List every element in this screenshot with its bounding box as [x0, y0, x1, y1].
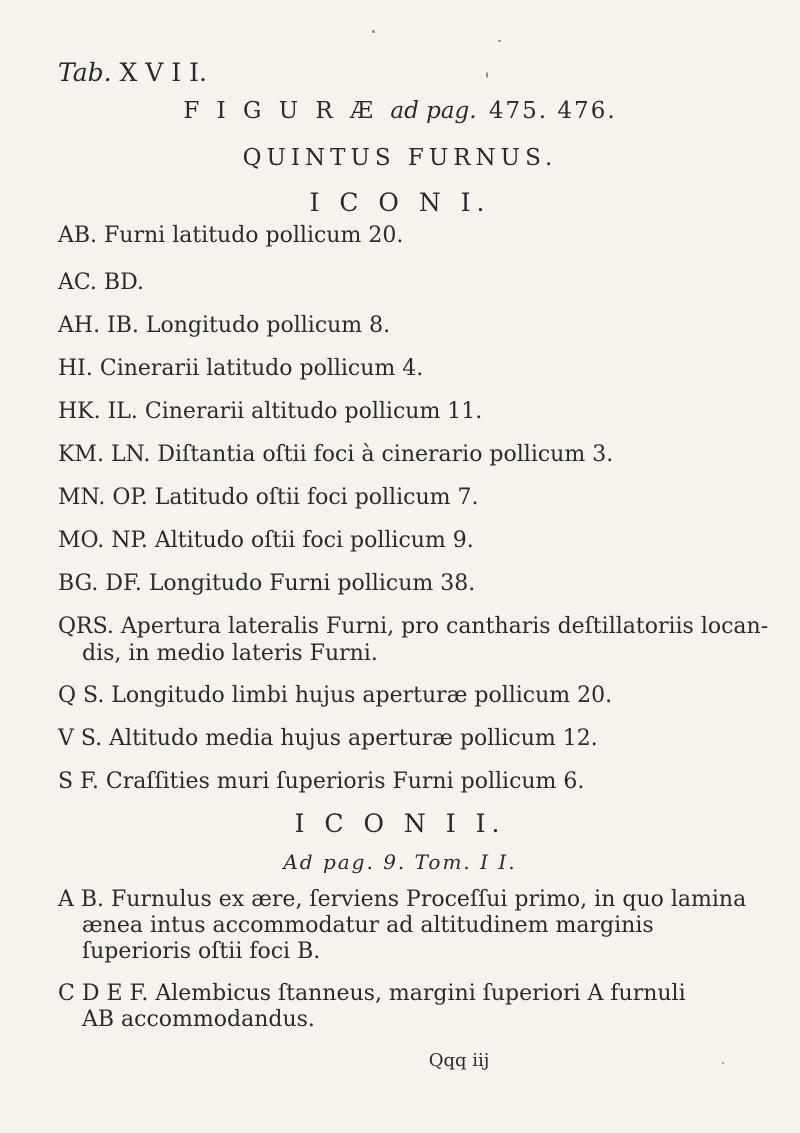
legend-entry: AC. BD. [58, 270, 144, 295]
plate-label [58, 58, 207, 87]
figures-heading [0, 98, 800, 124]
icon-2-page-ref: Ad pag. 9. Tom. I I. [283, 850, 517, 874]
legend-entry: KM. LN. Diſtantia oſtii foci à cinerario pollicum 3. [58, 442, 614, 467]
legend-entry-continuation: ſuperioris oſtii foci B. [82, 939, 321, 964]
ink-speck [498, 40, 501, 42]
icon-2-heading: I C O N I I. [294, 809, 506, 838]
legend-entry: QRS. Apertura lateralis Furni, pro cantharis deſtillatoriis locan- [58, 614, 769, 639]
legend-entry: V S. Altitudo media hujus aperturæ pollicum 12. [58, 726, 598, 751]
legend-entry: S F. Craſſities muri ſuperioris Furni pollicum 6. [58, 769, 585, 794]
figurae-word: F I G U R Æ [183, 98, 379, 124]
legend-entry: A B. Furnulus ex ære, ſerviens Proceſſui primo, in quo lamina [58, 887, 747, 912]
legend-entry-continuation: ænea intus accommodatur ad altitudinem marginis [82, 913, 654, 938]
ink-speck [486, 72, 488, 78]
legend-entry-continuation: dis, in medio lateris Furni. [82, 641, 378, 666]
legend-entry: C D E F. Alembicus ſtanneus, margini ſuperiori A furnuli [58, 981, 686, 1006]
legend-entry-continuation: AB accommodandus. [82, 1007, 315, 1032]
page-refs: 475. 476. [488, 98, 617, 124]
section-title: QUINTUS FURNUS. [242, 145, 558, 171]
signature-mark: Qqq iij [428, 1050, 490, 1071]
legend-entry: MN. OP. Latitudo oſtii foci pollicum 7. [58, 485, 479, 510]
legend-entry: AB. Furni latitudo pollicum 20. [58, 223, 404, 248]
legend-entry: BG. DF. Longitudo Furni pollicum 38. [58, 571, 476, 596]
ad-pag-label: ad pag. [390, 98, 477, 124]
legend-entry: Q S. Longitudo limbi hujus aperturæ pollicum 20. [58, 683, 613, 708]
plate-prefix: Tab. [58, 58, 112, 87]
icon-1-heading: I C O N I. [309, 188, 491, 217]
legend-entry: HI. Cinerarii latitudo pollicum 4. [58, 356, 424, 381]
plate-number: X V I I. [119, 58, 207, 87]
legend-entry: AH. IB. Longitudo pollicum 8. [58, 313, 391, 338]
legend-entry: MO. NP. Altitudo oſtii foci pollicum 9. [58, 528, 474, 553]
ink-speck [372, 30, 375, 33]
legend-entry: HK. IL. Cinerarii altitudo pollicum 11. [58, 399, 483, 424]
